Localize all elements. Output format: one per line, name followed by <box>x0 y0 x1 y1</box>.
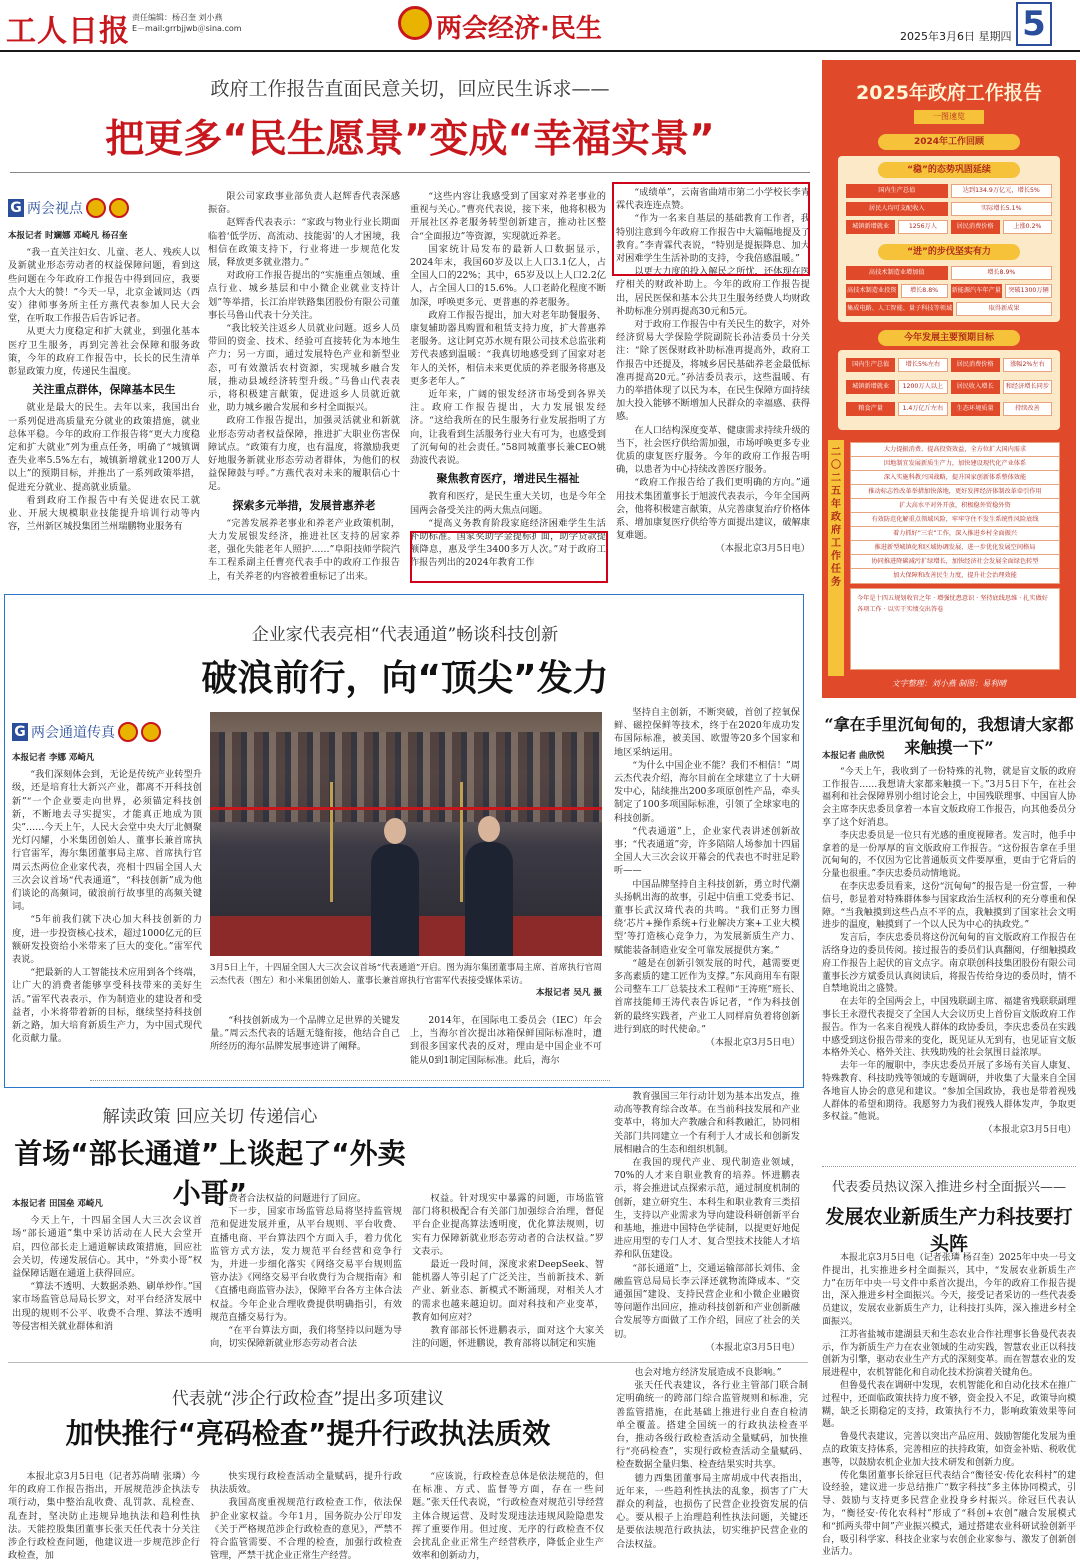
story5-dateline: （本报北京3月5日电） <box>983 1125 1076 1136</box>
paragraph: 下一步，国家市场监管总局将坚持监管规范和促进发展并重，从平台规则、平台收费、直播电商、平台算法四个方面入手，着力优化监管方式方法，发力规范平台经营和竞争行为，并进一步细化落实《网络交易平台规则监管办法》《网络交易平台收费行为合规指南》和《直播电商监管办法》，保障平台各方主体合法权益。今年企业合理收费提供明确指引，有效规范直播交易行为。 <box>210 1206 402 1323</box>
paragraph: “越是在创新引领发展的时代，越需要更多高素质的建工匠作为支撑。”东风商用车有限公司整车工厂总装技术工程师“王涛班”班长、首席技能师王涛代表告诉记者，“作为科技创新的最终实践者，产业工人同样肩负着将创新进行到底的时代使命。” <box>614 957 800 1035</box>
stat-value: 增长5%左右 <box>898 358 947 372</box>
paragraph: 从更大力度稳定和扩大就业，到强化基本医疗卫生服务，再到完善社会保障和服务政策，今年的政府工作报告中，长长的民生清单彰显政策力度，传递民生温度。 <box>8 326 200 378</box>
stat-row <box>846 284 1052 298</box>
paragraph: 李庆忠委员是一位只有光感的重度视障者。发言时，他手中拿着的是一份厚厚的盲文版政府工作报告。“这份报告拿在手里沉甸甸的，不仅因为它比普通版页文件要厚重，更由于它背后的分量也很重。”李庆忠委员动情地说。 <box>822 830 1076 880</box>
story2-kicker: 企业家代表亮相“代表通道”畅谈科技创新 <box>251 625 559 645</box>
work-report-infographic <box>822 60 1076 698</box>
paragraph: 最近一段时间，深度求索DeepSeek、智能机器人等引起了广泛关注，当前新技术、新产业、新业态、新模式不断涌现，对相关人才的需求也越来越迫切。面对科技和产业变革，教育如何应对？ <box>412 1259 604 1323</box>
task-item: 扩大高水平对外开放，积极稳外贸稳外资 <box>850 498 1060 514</box>
masthead <box>0 0 1080 52</box>
story3-rule <box>90 1080 610 1081</box>
story3-byline: 本报记者 田国垒 邓崎凡 <box>12 1199 103 1209</box>
paragraph: 就业是最大的民生。去年以来，我国出台一系列促进高质量充分就业的政策措施，就业总体平稳。今年的政府工作报告将“更大力度稳定和扩大就业”列为重点任务，明确了“城镇调查失业率5.5%左右，城镇新增就业1200万人以上”的预期目标，并推出了一系列政策举措，促进充分就业、提高就业质量。 <box>8 402 200 493</box>
paragraph: “在平台算法方面，我们将坚持以问题为导向，切实保障新就业形态劳动者合法 <box>210 1325 402 1350</box>
stable-head: “稳”的态势巩固延续 <box>878 162 1020 178</box>
paragraph: “科技创新成为一个品牌立足世界的关键发量。”周云杰代表的话题无缝衔接，他结合自己所经历的海尔品牌发展事迹讲了阐释。 <box>210 1015 400 1053</box>
task-item: 推动标志性改革举措加快落地，更好发挥经济体制改革牵引作用 <box>850 484 1060 500</box>
paragraph: 以更大力度的投入解民之所忧，还体现在医疗相关的财政补助上。今年的政府工作报告提出，居民医保和基本公共卫生服务经费人均财政补助标准分别再提高30元和5元。 <box>616 266 810 317</box>
paragraph: 今天上午，十四届全国人大三次会议首场“部长通道”集中采访活动在人民大会堂开启，四位部长走上通道解读政策措施，回应社会关切，传递发展信心。其中，“外卖小哥”权益保障话题在通道上获得回应。 <box>12 1215 202 1280</box>
paragraph: 德力西集团董事局主席胡成中代表指出，近年来，一些趋利性执法的乱象，损害了广大群众的利益，也损伤了民营企业投资发展的信心。要从根子上治理趋利性执法问题，关键还是要依法规范行政执法，切实维护民营企业的合法权益。 <box>616 1472 808 1550</box>
paragraph: 鲁曼代表建议，完善以突出产品应用、鼓励智能化发展为重点的政策支持体系，完善相应的扶持政策，如资金补贴、税收优惠等，以鼓励农机企业加大技术研发和创新力度。 <box>822 1432 1076 1468</box>
paragraph: 传化集团董事长徐冠巨代表结合“衡径安·传化农科村”的建设经验，建议进一步总结推广“数字科技”多主体协同模式，引导、鼓励与支持更多民营企业投身乡村振兴。徐冠巨代表认为，“衡径安·传化农科村”形成了“科创+农创”融合发展模式和“抓两头带中间”产业振兴模式，通过搭建农业科研试验创新平台，吸引科学家、科技企业家与农创企业家参与、激发了创新创业活力。 <box>822 1470 1076 1558</box>
story3-dateline: （本报北京3月5日电） <box>705 1341 800 1353</box>
stat-value: 取得新成果 <box>956 302 1052 316</box>
stat-value: 涨幅2%左右 <box>1003 358 1052 372</box>
story5-byline: 本报记者 曲欣悦 <box>822 751 885 761</box>
report-subtitle: 一图速览 <box>914 110 984 124</box>
stat-label: 集成电路、人工智能、量子科技等领域 <box>846 302 953 316</box>
report-notes: 今年是十四五规划收官之年 · 增强忧患意识 · 坚持底线思维 · 扎实做好各项工作 · 以实干实绩交出答卷 <box>850 588 1060 670</box>
paragraph: 对政府工作报告提出的“实施重点领域、重点行业、城乡基层和中小微企业就业支持计划”等举措，长江治岸铁路集团股份有限公司董事长马鲁山代表十分关注。 <box>208 270 400 321</box>
column-g-icon: G <box>8 199 24 217</box>
subheading: 探索多元举措，发展普惠养老 <box>232 498 376 512</box>
paragraph: “完善发展养老事业和养老产业政策机制，大力发展银发经济，推进社区支持的居家养老，强化失能老年人照护……”阜阳技师学院汽车工程系副主任曹亮代表手中的政府工作报告上，有关养老的内容被着重标记了出来。 <box>208 517 400 582</box>
story6-kicker: 代表委员热议深入推进乡村全面振兴—— <box>831 1180 1066 1195</box>
paragraph: 坚持自主创新，不断突破，首创了控氧保鲜、磁控保鲜等技术，终于在2020年成功发布国际标准，被美国、欧盟等20多个国家和地区采纳运用。 <box>614 707 800 758</box>
stat-label: 居民消费价格 <box>951 220 1000 234</box>
story2-headline: 破浪前行，向“顶尖”发力 <box>201 658 609 699</box>
tasks-vertical-label: 二〇二五年政府工作任务 <box>828 440 844 676</box>
stat-label: 生态环境质量 <box>951 402 1000 416</box>
story2-tag <box>12 722 161 742</box>
paragraph: 国家统计局发布的最新人口数据显示，2024年末，我国60岁及以上人口3.1亿人，占全国人口的22%；其中，65岁及以上人口2.2亿人，占全国人口的15.6%。人口老龄化程度不断加深，呼唤更多元、更普惠的养老服务。 <box>410 243 606 308</box>
stat-value: 突破1300万辆 <box>1005 284 1052 298</box>
stat-row <box>846 302 1052 316</box>
story1-headline: 把更多“民生愿景”变成“幸福实景” <box>105 117 715 162</box>
stat-value: 1200万人以上 <box>898 380 947 394</box>
subheading: 关注重点群体，保障基本民生 <box>32 383 176 397</box>
advance-head: “进”的步伐坚实有力 <box>878 244 1020 260</box>
task-item: 深入实施科教兴国战略，提升国家创新体系整体效能 <box>850 470 1060 486</box>
paragraph: 江苏省盐城市建湖县天和生态农业合作社理事长鲁曼代表表示，作为新质生产力在农业领域的生动实践，智慧农业正以科技创新为引擎，驱动农业生产方式的深刻变革。而在智慧农业的发展进程中，农机智能化和自动化技术扮演着关键角色。 <box>822 1329 1076 1379</box>
story3-col3 <box>412 1192 604 1350</box>
stat-value: 1256万人 <box>898 220 947 234</box>
paragraph: 中国品牌坚持自主科技创新，勇立时代潮头扬帆出海的故事，引起中信重工党委书记、董事长武汉琦代表的共鸣。“我们正努力围绕‘芯片+操作系统+行业解决方案+工业大模型’等打造核心竞争力，为发展新质生产力、赋能装备制造业安全可靠发展提供方案。” <box>614 878 800 956</box>
story3-col2 <box>210 1192 402 1350</box>
story1-tag-label: 两会视点 <box>27 201 83 217</box>
story1-byline: 本报记者 时斓娜 邓崎凡 杨召奎 <box>8 231 128 241</box>
task-item: 大力提振消费、提高投资效益，全方位扩大国内需求 <box>850 442 1060 458</box>
stat-value: 增长8.8% <box>901 284 948 298</box>
stat-label: 国内生产总值 <box>846 184 948 198</box>
section-title: 两会经济·民生 <box>436 14 602 44</box>
paragraph: 本报北京3月5日电（记者苏尚晴 张璘）今年的政府工作报告指出，开展规范涉企执法专项行动，集中整治乱收费、乱罚款、乱检查、乱查封，坚决防止违规异地执法和趋利性执法。天能控股集团董事长张天任代表十分关注涉企行政检查问题，他建议进一步规范涉企行政检查，加 <box>8 1471 200 1562</box>
paragraph: 2014年，在国际电工委员会（IEC）年会上，当海尔首次提出冰箱保鲜国际标准时，遭到很多国家代表的反对，理由是中国企业不可能从0到1制定国际标准。此后，海尔 <box>410 1015 602 1066</box>
paragraph: 但鲁曼代表在调研中发现，农机智能化和自动化技术在推广过程中，还面临政策扶持力度不够，资金投入不足，政策导向模糊，缺乏长期稳定的支持，政策执行不力，影响政策效果等问题。 <box>822 1380 1076 1430</box>
editor-names: 责任编辑：杨召奎 刘小燕 <box>132 13 223 22</box>
story3-headline: 首场“部长通道”上谈起了“外卖小哥” <box>14 1137 406 1210</box>
stat-row <box>846 184 1052 198</box>
paragraph: “我们深刻体会到，无论是传统产业转型升级，还是培育壮大新兴产业，都离不开科技创新”“一个企业要走向世界，必须锚定科技创新，不断地去寻实提实，才能真正地成为顶尖”……今天上午，人民大会堂中央大厅北侧聚光灯闪耀，小米集团创始人、董事长兼首席执行官雷军，海尔集团董事局主席、首席执行官周云杰两位企业家代表，亮相十四届全国人大三次会议首场“代表通道”，“科技创新”成为他们谈论的高频词，破浪前行故事里的高频关键词。 <box>12 769 202 913</box>
stat-value: 达到134.9万亿元，增长5% <box>951 184 1053 198</box>
story4-col2 <box>210 1470 402 1564</box>
paragraph: 张天任代表建议，各行业主管部门联合制定明确统一的跨部门综合监管规则和标准，完善监管措施，在此基础上推进行业自查自检清单全覆盖。搭建全国统一的行政执法检查平台，推动各级行政检查活动全量赋码，加快推行“亮码检查”，实现行政检查活动全量赋码、检查数据全量归集、检查结果实时共享。 <box>616 1380 808 1471</box>
story1-col2 <box>208 190 400 586</box>
story6-body <box>822 1252 1076 1564</box>
story4-col4 <box>616 1366 808 1564</box>
issue-date: 2025年3月6日 星期四 <box>900 30 1012 43</box>
story4-col1 <box>8 1470 200 1564</box>
story2-tag-label: 两会通道传真 <box>31 725 115 741</box>
paragraph: 对于政府工作报告中有关民生的数字，对外经济贸易大学保险学院副院长孙洁委员十分关注：“除了医保财政补助标准再提高外，政府工作报告中还提及，将城乡居民基础养老金最低标准再提高20元。”孙洁委员表示，这些温暖、有力的举措体现了以民为本，在民生保障方面持续加大投入能够不断增加人民群众的幸福感、获得感。 <box>616 319 810 423</box>
news-photo <box>210 712 602 956</box>
editor-info <box>132 12 242 34</box>
story2-col1 <box>12 752 202 1072</box>
task-item: 着力抓好“三农”工作，深入推进乡村全面振兴 <box>850 526 1060 542</box>
story6-headline: 发展农业新质生产力科技要打头阵 <box>825 1206 1073 1255</box>
story4-headline: 加快推行“亮码检查”提升行政执法质效 <box>65 1417 551 1450</box>
national-emblem-icon <box>398 6 432 40</box>
stat-row <box>846 266 1052 280</box>
subheading: 聚焦教育医疗，增进民生福祉 <box>436 472 580 486</box>
stat-value: 1.4万亿斤左右 <box>898 402 947 416</box>
story1-tag <box>8 198 129 218</box>
stat-value: 增长8.9% <box>951 266 1053 280</box>
story5-headline: “拿在手里沉甸甸的，我想请大家都来触摸一下” <box>824 715 1074 757</box>
story4-rule <box>8 1362 808 1363</box>
paragraph: 本报北京3月5日电（记者张璘 杨召奎）2025年中央一号文件提出，扎实推进乡村全面振兴，其中，“发展农业新质生产力”在历年中央一号文件中系首次提出，今年的政府工作报告提出，深入推进乡村全面振兴。今天，接受记者采访的一些代表委员建议，发展农业新质生产力，让科技打头阵，深入推进乡村全面振兴。 <box>822 1253 1076 1327</box>
paragraph: 去年一年的履职中，李庆忠委员开展了多场有关盲人康复、特殊教育、科技助残等领域的专题调研，并收集了大量来自全国各地盲人协会的意见和建议。“参加全国政协，我也是带着视残人群体的希望和期待。我愿努力为我们视残人群体发声，争取更多权益。”他说。 <box>822 1061 1076 1123</box>
paragraph: “我一直关注妇女、儿童、老人、残疾人以及新就业形态劳动者的权益保障问题，看到这些问题在今年政府工作报告中得到回应，我要点个大大的赞！”今天一早，北京金诚同达（西安）律师事务所主任方燕代表参加人民大会堂，在听取工作报告后告诉记者。 <box>8 247 200 325</box>
page-number: 5 <box>1016 2 1052 46</box>
newspaper-logo: 工人日报 <box>6 14 130 49</box>
emblem-icon <box>118 722 138 742</box>
stat-value: 实际增长5.1% <box>951 202 1053 216</box>
paragraph: 赵辉香代表表示：“家政与物业行业长期面临着‘低学历、高流动、技能弱’的人才困境，我相信在政策支持下，行业将进一步规范化发展，释放更多就业潜力。” <box>208 217 400 269</box>
stat-label: 居民收入增长 <box>951 380 1000 394</box>
photo-person <box>371 844 419 956</box>
paragraph: 快实现行政检查活动全量赋码，提升行政执法质效。 <box>210 1471 402 1496</box>
story2-dateline: （本报北京3月5日电） <box>705 1037 800 1049</box>
story5-body <box>822 750 1076 1160</box>
report-review-head: 2024年工作回顾 <box>878 134 1020 150</box>
photo-credit: 本报记者 吴凡 摄 <box>535 988 602 998</box>
paragraph: 教育部部长怀进鹏表示，面对这个大家关注的问题，怀进鹏说，教育部将以制定和实施 <box>412 1325 604 1350</box>
task-item: 推进新型城镇化和区域协调发展，进一步优化发展空间格局 <box>850 540 1060 556</box>
story1-dateline: （本报北京3月5日电） <box>715 543 810 555</box>
story4-col3 <box>412 1470 604 1564</box>
paragraph: “为什么中国企业不能？我们不相信！”周云杰代表介绍，海尔目前在全球建立了十大研发中心，陆续推出200多项原创性产品，牵头制定了100多项国际标准，引领了全球家电的科技创新。 <box>614 759 800 824</box>
review-panel <box>838 156 1060 322</box>
highlight-box <box>612 182 810 276</box>
stat-value: 和经济增长同步 <box>1003 380 1052 394</box>
paragraph: 在李庆忠委员看来，这份“沉甸甸”的报告是一份宣誓，一种信号，彰显着对特殊群体参与国家政治生活权利的充分尊重和保障。“当我触摸到这些凸点不平的点，我触摸到了国家社会文明进步的温度，触摸到了一个以人民为中心的执政党。” <box>822 881 1076 931</box>
paragraph: 看到政府工作报告中有关促进农民工就业、开展大规模职业技能提升培训行动等内容，兰州新区城投集团兰州瑞鹏物业服务有 <box>8 494 200 533</box>
paragraph: “5年前我们就下决心加大科技创新的力度，进一步投资核心技术，超过1000亿元的巨额研发投资给小米带来了巨大的变化。”雷军代表说。 <box>12 914 202 966</box>
paragraph: “这些内容让我感受到了国家对养老事业的重视与关心。”曹亮代表说，接下来，他将积极为开展社区养老服务转型创新建言，推动社区整合“全面报边”等资源，实现就近养老。 <box>410 191 606 242</box>
story2-col3 <box>410 1014 602 1076</box>
stat-label: 高技术制造业增加值 <box>846 266 948 280</box>
paragraph: “代表通道”上，企业家代表讲述创新故事；“代表通道”旁，许多陪陪人场参加十四届全国人大三次会议开幕会的代表也不时驻足聆听—— <box>614 825 800 877</box>
stat-value: 上涨0.2% <box>1003 220 1052 234</box>
story1-rule <box>10 172 810 173</box>
emblem-icon <box>109 198 129 218</box>
paragraph: “提高义务教育阶段家庭经济困难学生生活补助标准。国家奖助学金提标扩面，助学贷款提额降息，惠及学生3400多万人次。”对于政府工作报告列出的2024年教育工作 <box>410 517 606 569</box>
photo-person-head <box>384 818 406 844</box>
paragraph: 政府工作报告提出，加强灵活就业和新就业形态劳动者权益保障，推进扩大职业伤害保障试点。“政策有力度，也有温度，将激励我更好地服务新就业形态劳动者群体，为他们的权益保障鼓与呼。”方燕代表对未来的履职信心十足。 <box>208 415 400 493</box>
task-item: 加大保障和改善民生力度，提升社会治理效能 <box>850 568 1060 584</box>
target-panel <box>838 350 1060 430</box>
paragraph: “作为一名来自基层的基础教育工作者，我特别注意到今年政府工作报告中大篇幅地提及了教育。”李青霖代表说，“特别是提振降息、加大对困难学生生活补助的支持，令我倍感温暖。” <box>616 213 810 265</box>
paragraph: 在去年的全国两会上，中国残联副主席、福建省残联联副理事长王永澄代表提交了全国人大会议历史上首份盲文版政府工作报告。作为一名来自视残人群体的政协委员，李庆忠委员在实践中感受到这份报告带来的变化，既见证从无到有，也见证盲文版本格外关心、格外关注、扶残助残的社会氛围日益浓厚。 <box>822 997 1076 1059</box>
stat-label: 粮食产量 <box>846 402 895 416</box>
paragraph: “今天上午，我收到了一份特殊的礼物，就是盲文版的政府工作报告……我想请大家都来触摸一下。”3月5日下午，在社会福利和社会保障界别小组讨论会上，中国残联理事、中国盲人协会主席李庆忠委员拿着一本盲文版政府工作报告，向其他委员分享了这个好消息。 <box>822 766 1076 828</box>
paragraph: 教育和医疗，是民生重大关切，也是今年全国两会备受关注的两大焦点问题。 <box>410 491 606 516</box>
stat-label: 高技术制造业投资 <box>846 284 898 298</box>
report-title: 2025年政府工作报告 <box>856 82 1042 104</box>
paragraph: 也会对地方经济发展造成不良影响。” <box>634 1367 782 1378</box>
stat-row <box>846 380 1052 394</box>
editor-email: E－mail:grrbjjwb＠sina.com <box>132 24 242 33</box>
stat-row <box>846 202 1052 216</box>
paragraph: 教育强国三年行动计划为基本出发点，推动高等教育综合改革。在当前科技发展和产业变革中，将加大产教融合和科教融汇，协同相关部门共同建立一个有利于人才成长和创新发展相融合的生态和组织机制。 <box>614 1091 800 1155</box>
story1-col1 <box>8 230 200 586</box>
report-credit: 文字整理：刘小燕 制图：易利晴 <box>891 679 1007 688</box>
stat-row <box>846 402 1052 416</box>
paragraph: “算法不透明、大数据杀熟、刷单炒作。”国家市场监管总局局长罗文，对平台经济发展中出现的规则不公平、收费不合理、算法不透明等侵害相关就业群体和消 <box>12 1281 202 1332</box>
paragraph: “政府工作报告给了我们更明确的方向。”通用技术集团董事长于旭波代表表示，今年全国两会，他将积极建言献策，从完善康复治疗价格体系、增加康复医疗供给等方面提出建议，破解康复难题。 <box>616 477 810 542</box>
stat-label: 居民人均可支配收入 <box>846 202 948 216</box>
photo-stanchion <box>460 782 463 902</box>
story6-rule <box>822 1166 1076 1167</box>
paragraph: 限公司家政事业部负责人赵辉香代表深感振奋。 <box>208 191 400 216</box>
target-head: 今年发展主要预期目标 <box>878 330 1020 346</box>
story4-kicker: 代表就“涉企行政检查”提出多项建议 <box>171 1389 445 1409</box>
story1-kicker: 政府工作报告直面民意关切，回应民生诉求—— <box>210 78 610 100</box>
highlight-box <box>410 531 608 583</box>
task-item: 因地制宜发展新质生产力，加快建设现代化产业体系 <box>850 456 1060 472</box>
paragraph: “部长通道”上，交通运输部部长刘伟、金融监管总局局长李云泽还就物流降成本、“交通强国”建设、支持民营企业和小微企业融资等问题作出回应，推动科技创新和产业创新融合发展等方面做了工作介绍，回应了社会的关切。 <box>614 1262 800 1340</box>
stat-label: 城镇新增就业 <box>846 220 895 234</box>
photo-rope <box>210 807 602 810</box>
paragraph: 费者合法权益的问题进行了回应。 <box>228 1193 367 1204</box>
photo-person <box>465 842 513 956</box>
photo-stanchion <box>330 782 333 902</box>
paragraph: 政府工作报告提出，加大对老年助餐服务、康复辅助器具购置和租赁支持力度，扩大普惠养老服务。这让阿克苏水规有限公司技术总监张莉芳代表感到温暖：“我真切地感受到了国家对老年人的关怀，相信未来更优质的养老服务将惠及更多老年人。” <box>410 309 606 387</box>
paragraph: “把最新的人工智能技术应用到各个终端，让广大的消费者能够享受科技带来的美好生活。”雷军代表表示，作为制造业的建设者和受益者，小米将带着新的目标，继续坚持科技创新之路，加大培育新质生产力，为中国式现代化贡献力量。 <box>12 967 202 1045</box>
photo-person-head <box>478 816 500 842</box>
stat-label: 新能源汽车年产量 <box>951 284 1003 298</box>
stat-value: 持续改善 <box>1003 402 1052 416</box>
paragraph: 在人口结构深度变革、健康需求持续升级的当下，社会医疗供给需加强，市场呼唤更多专业优质的康复医疗服务。今年的政府工作报告明确，以患者为中心持续改善医疗服务。 <box>616 424 810 476</box>
task-item: 协同推进降碳减污扩绿增长，加快经济社会发展全面绿色转型 <box>850 554 1060 570</box>
paragraph: 近年来，广阔的银发经济市场受到各界关注。政府工作报告提出，大力发展银发经济。“这给我所在的民生服务行业发展指明了方向，让我看到生活服务行业大有可为，也感受到了沉甸甸的社会责任。”58同城董事长兼CEO姚劲波代表说。 <box>410 389 606 467</box>
paragraph: “成绩单”，云南省曲靖市第二小学校长李青霖代表连连点赞。 <box>616 187 810 212</box>
story3-col1 <box>12 1198 202 1346</box>
emblem-icon <box>86 198 106 218</box>
story2-col2 <box>210 1014 400 1076</box>
emblem-icon <box>141 722 161 742</box>
photo-caption <box>210 962 602 1000</box>
paragraph: 发言后，李庆忠委员将这份沉甸甸的盲文版政府工作报告在活络身边的委员传阅。接过报告的委员们认真翻阅，仔细触摸政府工作报告上起伏的盲文点字。南京联创科技集团股份有限公司董事长沙方斌委员认真阅读后，将报告传给身边的委员时，情不自禁地说出之盛赞。 <box>822 933 1076 995</box>
stat-row <box>846 220 1052 234</box>
story1-col3 <box>410 190 606 586</box>
stat-label: 国内生产总值 <box>846 358 895 372</box>
story3-kicker: 解读政策 回应关切 传递信心 <box>102 1107 318 1127</box>
paragraph: “应该说，行政检查总体是依法规范的，但在标准、方式、监督等方面，存在一些问题。”张天任代表说，“行政检查对规范引导经营主体合规运营、及时发现违法违规风险隐患发挥了重要作用。但过度、无序的行政检查不仅会扰乱企业正常生产经营秩序，降低企业生产效率和创新动力， <box>412 1471 604 1562</box>
story2-col4 <box>614 706 800 1072</box>
paragraph: “我比较关注返乡人员就业问题。返乡人员带回的资金、技术、经验可直接转化为本地生产力；另一方面，通过发展特色产业和新型业态，可有效激活农村资源，实现城乡融合发展，推动县域经济转型升级。”马鲁山代表表示，将积极建言献策，促进返乡人员就近就业，助力城乡融合发展和乡村全面振兴。 <box>208 323 400 414</box>
stat-label: 居民消费价格 <box>951 358 1000 372</box>
task-item: 有效防范化解重点领域风险，牢牢守住不发生系统性风险底线 <box>850 512 1060 528</box>
stat-label: 城镇新增就业 <box>846 380 895 394</box>
stat-row <box>846 358 1052 372</box>
caption-text: 3月5日上午，十四届全国人大三次会议首场“代表通道”开启。图为海尔集团董事局主席、首席执行官周云杰代表（图左）和小米集团创始人、董事长兼首席执行官雷军代表接受媒体采访。 <box>210 963 602 986</box>
story2-byline: 本报记者 李娜 邓崎凡 <box>12 753 95 763</box>
paragraph: 权益。针对现实中暴露的问题，市场监管部门将积极配合有关部门加强综合治理，督促平台企业提高算法透明度，优化算法规则，切实有力保障新就业形态劳动者的合法权益。”罗文表示。 <box>412 1193 604 1257</box>
paragraph: 在我国的现代产业、现代制造业领域，70%的人才来自职业教育的培养。怀进鹏表示，将会推进试点探索示范，通过制度机制的创新，建立研究生、本科生和职业教育三类招生，支持以产业需求为导向建设科研创新平台和基地，推进中国特色学徒制，以提更好地促进应用型的专门人才、复合型技术技能人才培养和队伍建设。 <box>614 1157 800 1261</box>
story3-col4 <box>614 1090 800 1353</box>
column-g-icon: G <box>12 723 28 741</box>
paragraph: 我国高度重视规范行政检查工作，依法保护企业家权益。今年1月，国务院办公厅印发《关于严格规范涉企行政检查的意见》，严禁不符合监管需要、不合理的检查，加强行政检查管理，严禁干扰企业正常生产经营。 <box>210 1497 402 1562</box>
